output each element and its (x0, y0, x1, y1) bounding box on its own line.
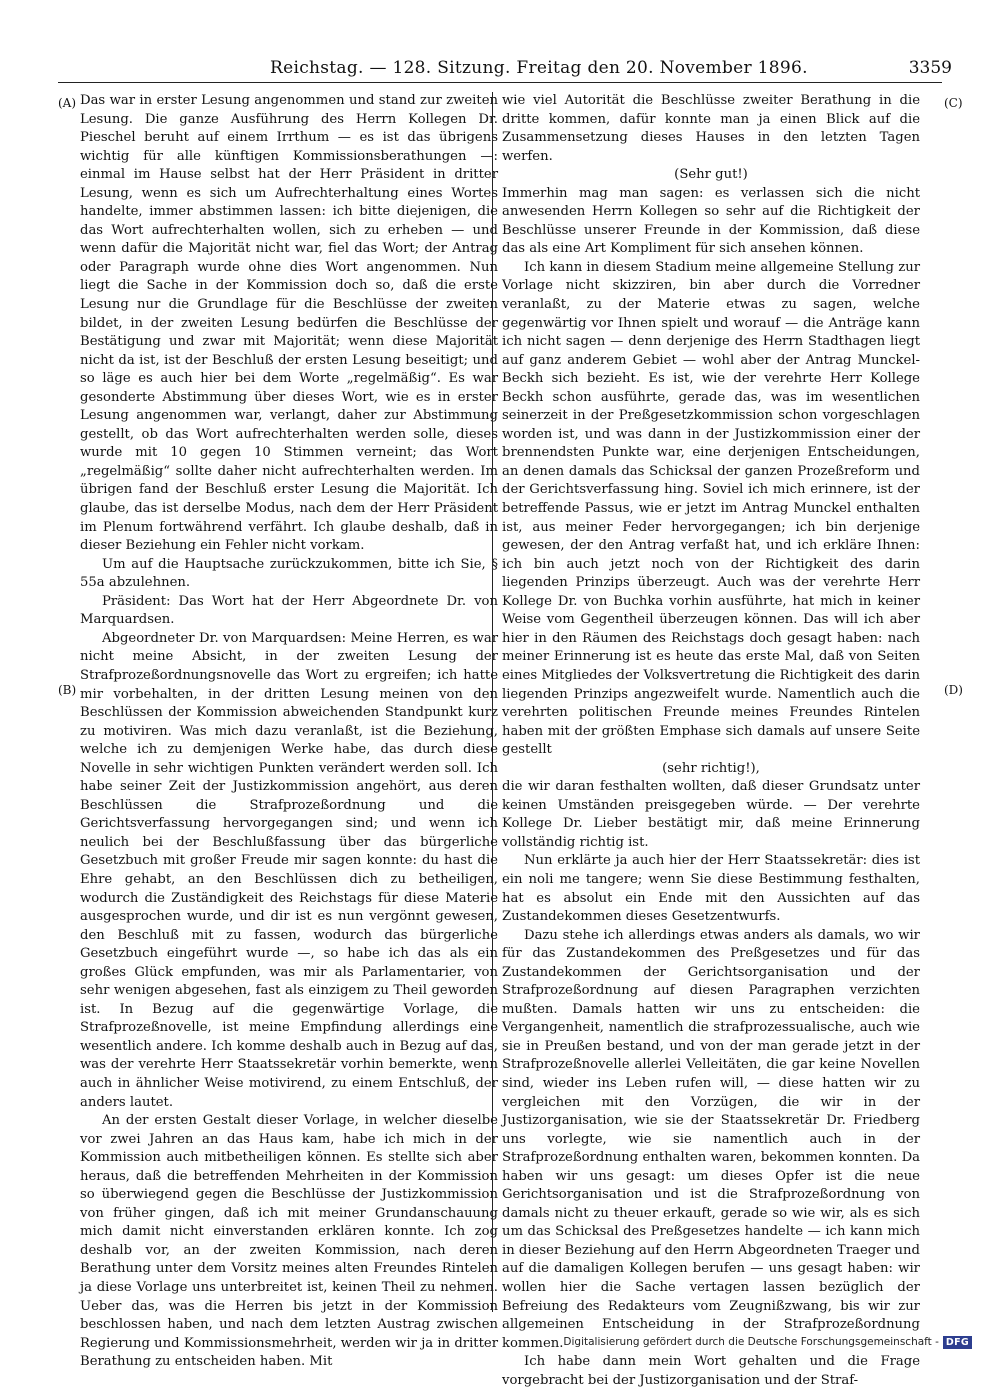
margin-marker-c: (C) (944, 96, 963, 110)
margin-marker-d: (D) (944, 683, 963, 697)
footer-credit: Digitalisierung gefördert durch die Deutsche Forschungsgemeinschaft - (563, 1336, 939, 1348)
page-title: Reichstag. — 128. Sitzung. Freitag den 20. November 1896. (270, 58, 808, 78)
paragraph: Ich kann in diesem Stadium meine allgemeine Stellung zur Vorlage nicht skizziren, bin aber durch die Vorredner veranlaßt, zu der Materie etwas zu sagen, welche gegenwärtig vor Ihnen spielt und worauf — die Anträge kann ich nicht sagen — denn derjenige des Herrn Stadthagen liegt auf ganz anderem Gebiet — wohl aber der Antrag Munckel-Beckh sich bezieht. Es ist, wie der verehrte Herr Kollege Beckh schon ausführte, gerade das, was im wesentlichen seinerzeit in der Preßgesetzkommission schon vorgeschlagen worden ist, und was dann in der Justizkommission einer der brennendsten Punkte war, eine derjenigen Entscheidungen, an denen damals das Schicksal der ganzen Prozeßreform und der Gerichtsverfassung hing. Soviel ich mich erinnere, ist der betreffende Passus, wie er jetzt im Antrag Munckel enthalten ist, aus meiner Feder hervorgegangen; ich bin derjenige gewesen, der den Antrag verfaßt hat, und ich erkläre Ihnen: ich bin auch jetzt noch von der Richtigkeit des darin liegenden Prinzips überzeugt. Auch was der verehrte Herr Kollege Dr. von Buchka vorhin ausführte, hat mich in keiner Weise vom Gegentheil überzeugen können. Das will ich aber hier in den Räumen des Reichstags doch gesagt haben: nach meiner Erinnerung ist es heute das erste Mal, daß von Seiten eines Mitgliedes der Volksvertretung die Richtigkeit des darin liegenden Prinzips angezweifelt wurde. Namentlich auch die verehrten politischen Freunde meines Freundes Rintelen haben mit der größten Emphase sich damals auf unsere Seite gestellt (502, 259, 920, 758)
interjection: (sehr richtig!), (662, 760, 760, 776)
margin-marker-a: (A) (58, 96, 77, 110)
speaker-paragraph: Abgeordneter Dr. von Marquardsen: Meine Herren, es war nicht meine Absicht, in der zweiten Lesung der Strafprozeßordnungsnovelle das Wort zu ergreifen; ich hatte mir vorbehalten, in der dritten Lesung meinen von den Beschlüssen der Kommission abweichenden Standpunkt kurz zu motiviren. Was mich dazu veranlaßt, ist die Beziehung, welche ich zu demjenigen Werke habe, das durch diese Novelle in sehr wichtigen Punkten verändert werden soll. Ich habe seiner Zeit der Justizkommission angehört, aus deren Beschlüssen die Strafprozeßordnung und die Gerichtsverfassung hervorgegangen sind; und wenn ich neulich bei der Beschlußfassung über das bürgerliche Gesetzbuch mit großer Freude mir sagen konnte: du hast die Ehre gehabt, an den Beschlüssen dich zu betheiligen, wodurch die Zuständigkeit des Reichstags für diese Materie ausgesprochen wurde, und dir ist es nun vergönnt gewesen, den Beschluß mit zu fassen, wodurch das bürgerliche Gesetzbuch eingeführt wurde —, so habe ich das als ein großes Glück empfunden, was mir als Parlamentarier, von sehr wenigen abgesehen, fast als einzigem zu Theil geworden ist. In Bezug auf die gegenwärtige Vorlage, die Strafprozeßnovelle, ist meine Empfindung allerdings eine wesentlich andere. Ich komme deshalb auch in Bezug auf das, was der verehrte Herr Staatssekretär vorhin bemerkte, wenn auch in ähnlicher Weise motivirend, zu einem Entschluß, der anders lautet. (80, 630, 498, 1110)
margin-marker-b: (B) (58, 683, 77, 697)
page-number: 3359 (908, 58, 952, 78)
paragraph: An der ersten Gestalt dieser Vorlage, in welcher dieselbe vor zwei Jahren an das Haus kam, habe ich mich in der Kommission auch mitbetheiligen können. Es stellte sich aber heraus, daß die betreffenden Mehrheiten in der Kommission so überwiegend gegen die Beschlüsse der Justizkommission von früher gingen, daß ich mit meiner Grundanschauung mich damit nicht einverstanden erklären konnte. Ich zog deshalb vor, an der zweiten Kommission, nach deren Berathung unter dem Vorsitz meines alten Freundes Rintelen ja diese Vorlage uns unterbreitet ist, keinen Theil zu nehmen. Ueber das, was die Herren bis jetzt in der Kommission beschlossen haben, und nach dem letzten Austrag zwischen Regierung und Kommissionsmehrheit, werden wir ja in dritter Berathung zu entscheiden haben. Mit (80, 1113, 498, 1370)
page-header (0, 52, 1000, 84)
paragraph: Ich habe dann mein Wort gehalten und die Frage vorgebracht bei der Justizorganisation und der Straf- (502, 1354, 920, 1388)
paragraph: Dazu stehe ich allerdings etwas anders als damals, wo wir für das Zustandekommen des Preßgesetzes und für das Zustandekommen der Gerichtsorganisation und der Strafprozeßordnung auf diesen Paragraphen verzichten mußten. Damals hatten wir uns zu entscheiden: die Vergangenheit, namentlich die strafprozessualische, auch wie sie in Preußen bestand, und von der man gerade jetzt in der Strafprozeßnovelle allerlei Velleitäten, die gar keine Novellen sind, wieder ins Leben rufen will, — diese hatten wir zu vergleichen mit den Vorzügen, die wir in der Justizorganisation, wie sie der Staatssekretär Dr. Friedberg uns vorlegte, wie sie namentlich auch in der Strafprozeßordnung enthalten waren, bekommen konnten. Da haben wir uns gesagt: um dieses Opfer ist die neue Gerichtsorganisation und ist die Strafprozeßordnung von damals nicht zu theuer erkauft, gerade so wie wir, als es sich um das Schicksal des Preßgesetzes handelte — ich kann mich in dieser Beziehung auf den Herrn Abgeordneten Traeger und auf die damaligen Kollegen berufen — uns gesagt haben: wir wollen hier die Sache vertagen lassen bezüglich der Befreiung des Redakteurs vom Zeugnißzwang, bis wir zur allgemeinen Entscheidung in der Strafprozeßordnung kommen. (502, 927, 920, 1351)
paragraph: wie viel Autorität die Beschlüsse zweiter Berathung in die dritte kommen, dafür konnte man ja einen Blick auf die Zusammensetzung dieses Hauses in den letzten Tagen werfen. (502, 93, 920, 164)
footer (563, 1334, 972, 1350)
left-column (80, 92, 498, 1370)
interjection: (Sehr gut!) (674, 167, 748, 183)
paragraph: die wir daran festhalten wollten, daß dieser Grundsatz unter keinen Umständen preisgegeben würde. — Der verehrte Kollege Dr. Lieber bestätigt mir, daß meine Erinnerung vollständig richtig ist. (502, 779, 920, 850)
column-divider (492, 92, 493, 1312)
dfg-logo: DFG (943, 1336, 972, 1349)
paragraph: Nun erklärte ja auch hier der Herr Staatssekretär: dies ist ein noli me tangere; wenn Sie diese Bestimmung festhalten, hat es absolut ein Ende mit den Aussichten auf das Zustandekommen dieses Gesetzentwurfs. (502, 853, 920, 925)
header-rule (58, 82, 942, 83)
paragraph: Immerhin mag man sagen: es verlassen sich die nicht anwesenden Herrn Kollegen so sehr auf die Richtigkeit der Beschlüsse unserer Freunde in der Kommission, daß diese das als eine Art Kompliment für sich ansehen können. (502, 185, 920, 257)
speaker-paragraph: Präsident: Das Wort hat der Herr Abgeordnete Dr. von Marquardsen. (80, 593, 498, 628)
paragraph: Das war in erster Lesung angenommen und stand zur zweiten Lesung. Die ganze Ausführung des Herrn Kollegen Dr. Pieschel beruht auf einem Irrthum — es ist das übrigens wichtig für alle künftigen Kommissionsberathungen —: einmal im Hause selbst hat der Herr Präsident in dritter Lesung, wenn es sich um Aufrechterhaltung eines Wortes handelte, immer abstimmen lassen: ich bitte diejenigen, die das Wort aufrechterhalten wollen, sich zu erheben — und wenn dafür die Majorität nicht war, fiel das Wort; der Antrag oder Paragraph wurde ohne dies Wort angenommen. Nun liegt die Sache in der Kommission doch so, daß die erste Lesung nur die Grundlage für die Beschlüsse der zweiten bildet, in der zweiten Lesung bedürfen die Beschlüsse der Bestätigung und zwar mit Majorität; wenn diese Majorität nicht da ist, ist der Beschluß der ersten Lesung beseitigt; und so läge es auch hier bei dem Worte „regelmäßig“. Es war gesonderte Abstimmung über dieses Wort, wie es in erster Lesung angenommen war, verlangt, daher zur Abstimmung gestellt, ob das Wort aufrechterhalten werden solle, dieses wurde mit 10 gegen 10 Stimmen verneint; das Wort „regelmäßig“ sollte daher nicht aufrechterhalten werden. Im übrigen fand der Beschluß erster Lesung die Majorität. Ich glaube, das ist derselbe Modus, nach dem der Herr Präsident im Plenum fortwährend verfährt. Ich glaube deshalb, daß in dieser Beziehung ein Fehler nicht vorkam. (80, 93, 498, 554)
paragraph: Um auf die Hauptsache zurückzukommen, bitte ich Sie, § 55a abzulehnen. (80, 556, 498, 591)
